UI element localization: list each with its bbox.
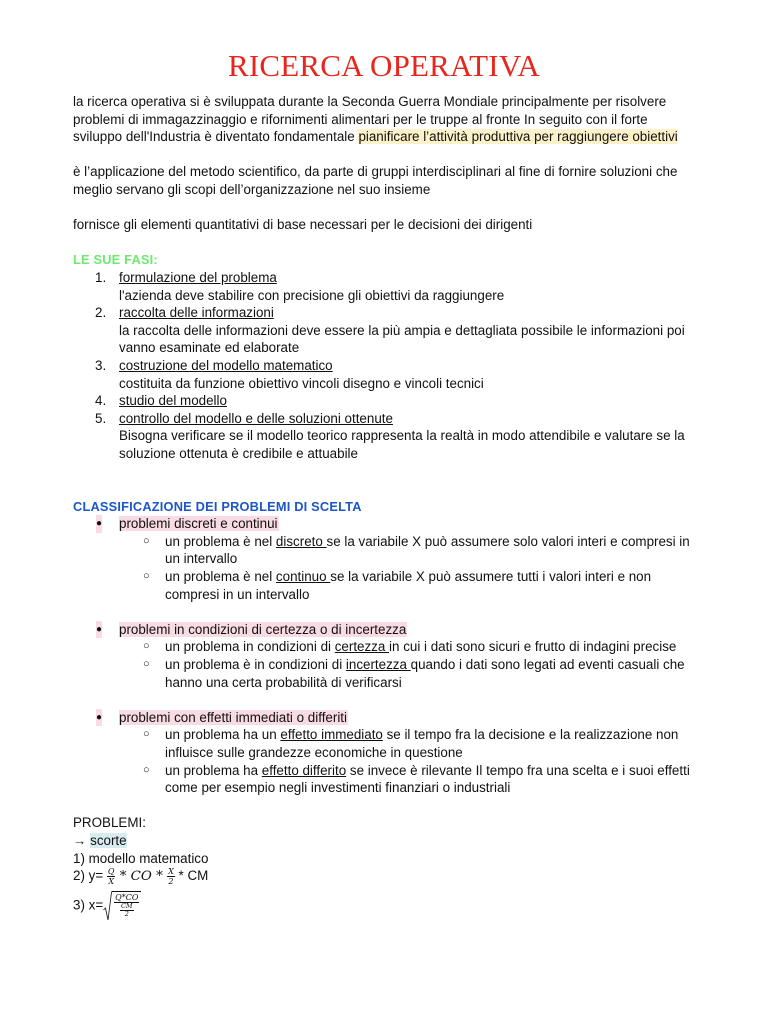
phase-item [73,304,695,357]
classification-sub-item [73,656,695,691]
phases-heading: LE SUE FASI: [73,252,158,268]
classification-sub-item [73,762,695,797]
phase-description: la raccolta delle informazioni deve essere la più ampia e dettagliata possibile le informazioni poi vanno esaminate ed elaborate [119,322,685,356]
intro-paragraph-2: è l’applicazione del metodo scientifico, da parte di gruppi interdisciplinari al fine di fornire soluzioni che meglio servano gli scopi dell’organizzazione nel suo insieme [73,164,678,197]
sub-text: un problema è in condizioni di [165,657,346,672]
classification-sub-item [73,638,695,656]
sub-text: se la variabile X può assumere solo valori interi e compresi in un intervallo [165,533,690,567]
sub-term: discreto [275,533,327,549]
fraction-numerator: Q [107,867,115,877]
sub-text: se la variabile X può assumere tutti i valori interi e non compresi in un intervallo [165,569,652,602]
phase-title: costruzione del modello matematico [119,357,333,373]
sub-text: se invece è rilevante Il tempo fra una scelta e i suoi effetti come per esempio negli investimenti finanziari o industriali [165,762,690,796]
scorte-line [73,832,695,850]
fraction-denominator: 2 [168,877,174,887]
phase-title: formulazione del problema [119,269,277,285]
phase-title: studio del modello [119,393,227,409]
problems-heading: PROBLEMI: [73,815,146,831]
square-root [103,891,141,921]
nested-fraction [120,903,134,918]
formula-3-lead: 3) x= [73,897,104,913]
sub-text: un problema in condizioni di [165,639,335,655]
sub-text: in cui i dati sono sicuri e frutto di indagini precise [389,639,677,655]
classification-bullet [73,621,695,639]
radicand [112,891,141,921]
classification-group [73,709,695,797]
classification-bullet-label: problemi in condizioni di certezza o di incertezza [119,621,407,637]
classification-bullet-label: problemi discreti e continui [119,516,278,532]
formula-2-lead: 2) y= [73,868,104,884]
fraction-denominator: X [108,877,115,887]
scorte-label: scorte [90,832,127,848]
classification-sub-item [73,568,695,603]
fraction-x-over-2 [167,867,175,886]
bullet-dot-icon: ● [96,515,102,533]
classification-group [73,515,695,603]
phase-item [73,357,695,392]
phase-description: Bisogna verificare se il modello teorico rappresenta la realtà in modo attendibile e valutare se la soluzione ottenuta è credibile e attuabile [119,428,685,461]
phase-title: controllo del modello e delle soluzioni ottenute [119,410,393,426]
sub-text: se il tempo fra la decisione e la realizzazione non influisce sulle grandezze economiche in questione [165,727,679,760]
sub-text: un problema ha [165,762,262,778]
intro-paragraph-1 [73,93,695,146]
sub-term: effetto differito [261,762,347,778]
sub-term: continuo [275,569,331,585]
phase-item [73,392,695,410]
phase-title: raccolta delle informazioni [119,305,274,321]
formula-line-2 [73,867,695,891]
phase-number: 5. [95,410,107,426]
phase-number: 3. [95,357,107,373]
phase-number: 4. [95,393,107,409]
sub-term: certezza [334,639,390,655]
document-title: RICERCA OPERATIVA [227,48,541,83]
phase-description: costituita da funzione obiettivo vincoli disegno e vincoli tecnici [119,375,484,391]
phase-description: l'azienda deve stabilire con precisione gli obiettivi da raggiungere [119,287,505,303]
fraction-numerator: X [168,867,174,877]
bullet-dot-icon: ● [96,621,102,639]
intro-p1-text: la ricerca operativa si è sviluppata durante la Seconda Guerra Mondiale principalmente per risolvere problemi di immagazzinaggio e rifornimenti alimentari per le truppe al fronte In seguito con il forte sviluppo dell'Industria è diventato fondamentale [73,94,667,145]
formula-line-3 [73,891,695,921]
fraction-denominator [114,903,139,918]
phase-item [73,410,695,463]
bullet-circle-icon: ○ [143,640,150,653]
fraction-numerator: Q*CO [115,893,139,903]
fraction-numerator: CM [120,902,133,911]
bullet-circle-icon: ○ [143,570,150,583]
sub-text: un problema è nel [165,533,276,549]
sub-text: un problema ha un [165,727,281,743]
classification-bullet [73,709,695,727]
sub-term: incertezza [345,657,411,672]
problems-section [73,814,695,921]
classification-heading: CLASSIFICAZIONE DEI PROBLEMI DI SCELTA [73,498,362,514]
arrow-right-icon: → [73,832,87,848]
formula-line-1: 1) modello matematico [73,850,209,866]
radicand-fraction [114,893,139,918]
sub-term: effetto immediato [280,727,383,743]
bullet-circle-icon: ○ [143,763,150,776]
sub-text: un problema è nel [165,569,276,585]
radical-sign-icon [103,891,112,921]
formula-2-mid: * CO * [115,869,168,885]
classification-sub-item [73,726,695,761]
intro-paragraph-3: fornisce gli elementi quantitativi di base necessari per le decisioni dei dirigenti [73,217,533,233]
fraction-denominator: 2 [124,910,129,919]
intro-section [73,93,695,234]
bullet-circle-icon: ○ [143,658,150,670]
formula-2-tail: * CM [174,868,209,884]
phase-item [73,269,695,304]
sub-text: quando i dati sono legati ad eventi casuali che hanno una certa probabilità di verificarsi [165,657,685,690]
classification-sub-item [73,533,695,568]
bullet-circle-icon: ○ [143,534,150,547]
phases-list [73,269,695,463]
classification-group [73,621,695,691]
intro-p1-highlight: pianificare l’attività produttiva per raggiungere obiettivi [358,129,678,145]
phase-number: 2. [95,305,107,321]
classification-bullet-label: problemi con effetti immediati o differiti [119,709,347,725]
bullet-dot-icon: ● [96,709,102,727]
classification-bullet [73,515,695,533]
phase-number: 1. [95,269,107,285]
bullet-circle-icon: ○ [143,728,150,741]
